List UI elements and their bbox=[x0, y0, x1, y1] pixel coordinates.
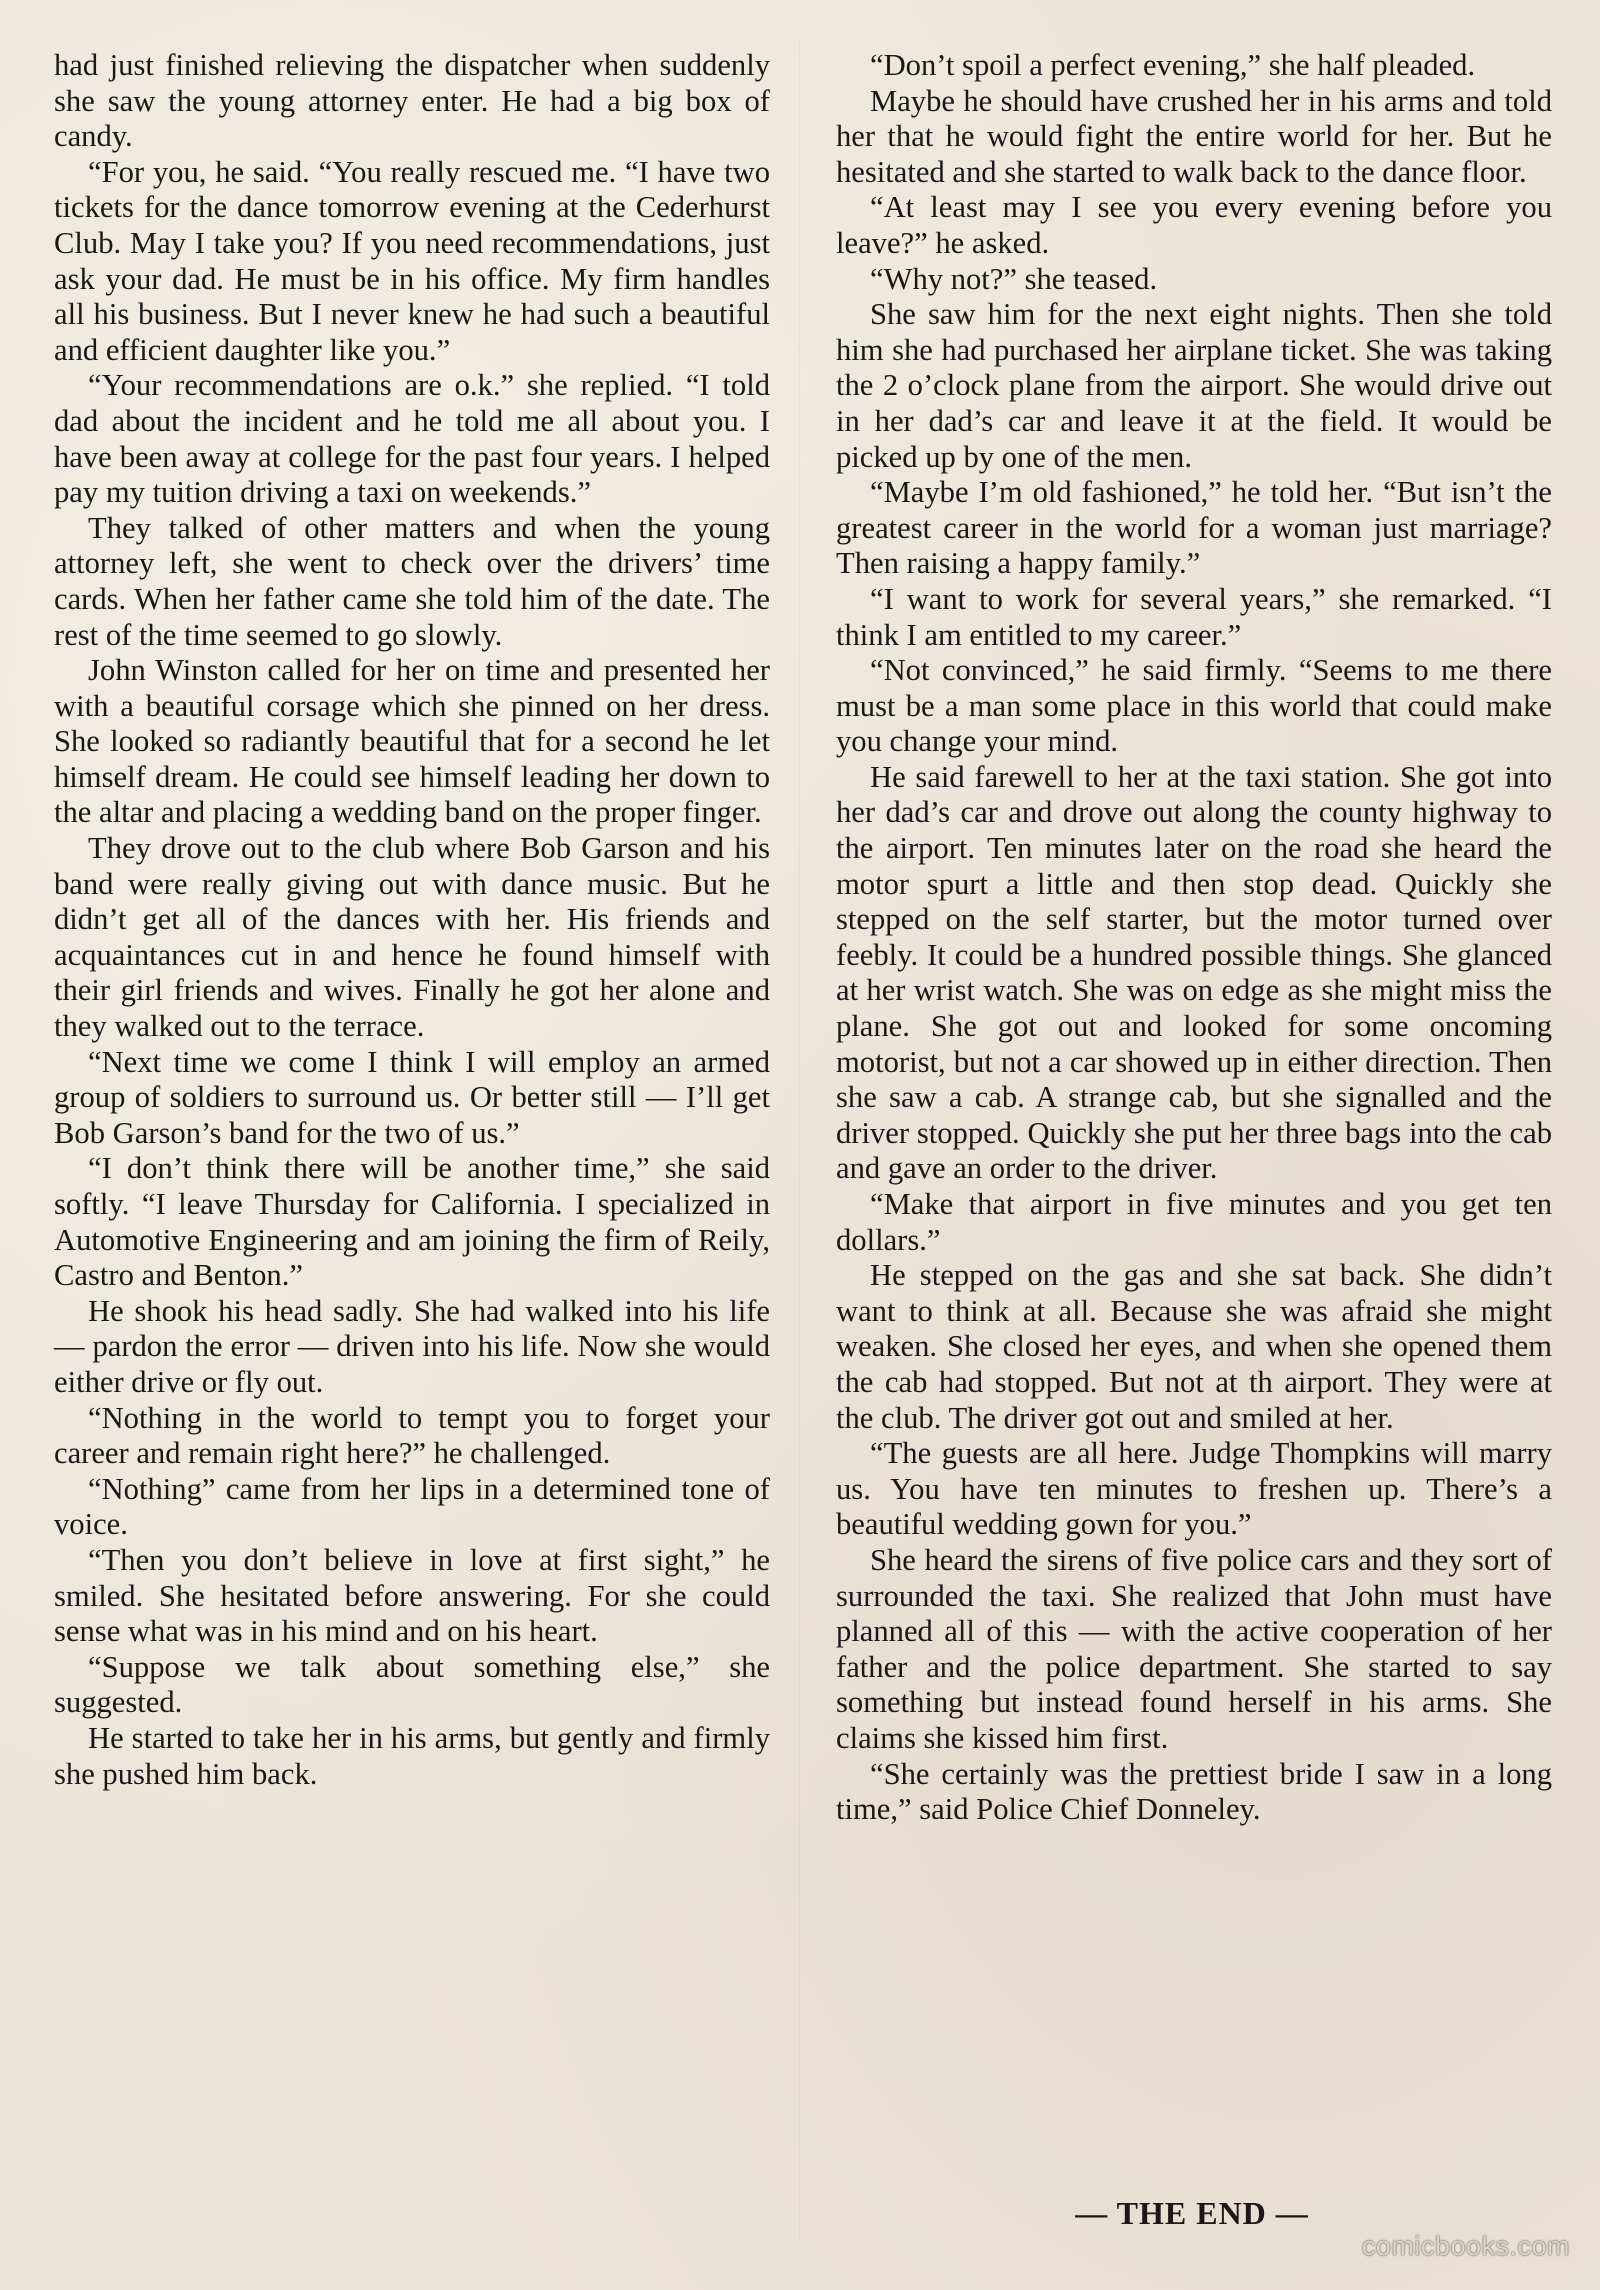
paragraph: “I don’t think there will be another time,” she said softly. “I leave Thursday for California. I specialized in Automotive Engineering and am joining the firm of Reily, Castro and Benton.” bbox=[54, 1151, 770, 1293]
paragraph: “Nothing in the world to tempt you to forget your career and remain right here?” he challenged. bbox=[54, 1400, 770, 1471]
watermark-logo: comicbooks.com bbox=[1361, 2231, 1570, 2261]
paragraph: “Why not?” she teased. bbox=[870, 261, 1158, 296]
paragraph: “For you, he said. “You really rescued me. “I have two tickets for the dance tomorrow evening at the Cederhurst Club. May I take you? If you need recommendations, just ask your dad. He must be in his office. My firm handles all his business. But I never knew he had such a beautiful and efficient daughter like you.” bbox=[54, 154, 770, 367]
paragraph: “Suppose we talk about something else,” she suggested. bbox=[54, 1649, 770, 1720]
right-text-column bbox=[836, 48, 1552, 1828]
paragraph: John Winston called for her on time and presented her with a beautiful corsage which she pinned on her dress. She looked so radiantly beautiful that for a second he let himself dream. He could see himself leading her down to the altar and placing a wedding band on the proper finger. bbox=[54, 653, 770, 830]
paragraph: “Nothing” came from her lips in a determined tone of voice. bbox=[54, 1471, 770, 1542]
paragraph: “Then you don’t believe in love at first sight,” he smiled. She hesitated before answering. For she could sense what was in his mind and on his heart. bbox=[54, 1542, 770, 1649]
the-end-mark: — THE END — bbox=[1075, 2195, 1309, 2231]
paragraph: He said farewell to her at the taxi station. She got into her dad’s car and drove out along the county highway to the airport. Ten minutes later on the road she heard the motor spurt a little and then stop dead. Quickly she stepped on the self starter, but the motor turned over feebly. It could be a hundred possible things. She glanced at her wrist watch. She was on edge as she might miss the plane. She got out and looked for some oncoming motorist, but not a car showed up in either direction. Then she saw a cab. A strange cab, but she signalled and the driver stopped. Quickly she put her three bags into the cab and gave an order to the driver. bbox=[836, 759, 1552, 1186]
paragraph: He stepped on the gas and she sat back. She didn’t want to think at all. Because she was afraid she might weaken. She closed her eyes, and when she opened them the cab had stopped. But not at th airport. They were at the club. The driver got out and smiled at her. bbox=[836, 1258, 1552, 1435]
paragraph: “Next time we come I think I will employ an armed group of soldiers to surround us. Or better still — I’ll get Bob Garson’s band for the two of us.” bbox=[54, 1044, 770, 1150]
paragraph: had just finished relieving the dispatcher when suddenly she saw the young attorney enter. He had a big box of candy. bbox=[54, 48, 770, 154]
paragraph: She heard the sirens of five police cars and they sort of surrounded the taxi. She realized that John must have planned all of this — with the active cooperation of her father and the police department. She started to say something but instead found herself in his arms. She claims she kissed him first. bbox=[836, 1542, 1552, 1755]
left-text-column bbox=[54, 48, 770, 1792]
paragraph: They talked of other matters and when the young attorney left, she went to check over the drivers’ time cards. When her father came she told him of the date. The rest of the time seemed to go slowly. bbox=[54, 510, 770, 652]
paragraph: “Not convinced,” he said firmly. “Seems to me there must be a man some place in this world that could make you change your mind. bbox=[836, 653, 1552, 759]
paragraph: Maybe he should have crushed her in his arms and told her that he would fight the entire world for her. But he hesitated and she started to walk back to the dance floor. bbox=[836, 83, 1552, 189]
paragraph: “Make that airport in five minutes and you get ten dollars.” bbox=[836, 1187, 1552, 1257]
paragraph: “The guests are all here. Judge Thompkins will marry us. You have ten minutes to freshen up. There’s a beautiful wedding gown for you.” bbox=[836, 1436, 1552, 1542]
paragraph: He shook his head sadly. She had walked into his life — pardon the error — driven into his life. Now she would either drive or fly out. bbox=[54, 1293, 770, 1399]
paragraph: “She certainly was the prettiest bride I saw in a long time,” said Police Chief Donneley. bbox=[836, 1756, 1552, 1827]
paragraph: “Maybe I’m old fashioned,” he told her. “But isn’t the greatest career in the world for a woman just marriage? Then raising a happy family.” bbox=[836, 475, 1552, 581]
paragraph: “I want to work for several years,” she remarked. “I think I am entitled to my career.” bbox=[836, 581, 1552, 652]
paragraph: He started to take her in his arms, but gently and firmly she pushed him back. bbox=[54, 1720, 770, 1791]
paragraph: She saw him for the next eight nights. Then she told him she had purchased her airplane ticket. She was taking the 2 o’clock plane from the airport. She would drive out in her dad’s car and leave it at the field. It would be picked up by one of the men. bbox=[836, 297, 1552, 474]
paragraph: They drove out to the club where Bob Garson and his band were really giving out with dance music. But he didn’t get all of the dances with her. His friends and acquaintances cut in and hence he found himself with their girl friends and wives. Finally he got her alone and they walked out to the terrace. bbox=[54, 831, 770, 1044]
paragraph: “Don’t spoil a perfect evening,” she half pleaded. bbox=[870, 48, 1476, 82]
paragraph: “Your recommendations are o.k.” she replied. “I told dad about the incident and he told me all about you. I have been away at college for the past four years. I helped pay my tuition driving a taxi on weekends.” bbox=[54, 368, 770, 510]
paragraph: “At least may I see you every evening before you leave?” he asked. bbox=[836, 190, 1552, 260]
column-gutter bbox=[799, 40, 800, 2240]
